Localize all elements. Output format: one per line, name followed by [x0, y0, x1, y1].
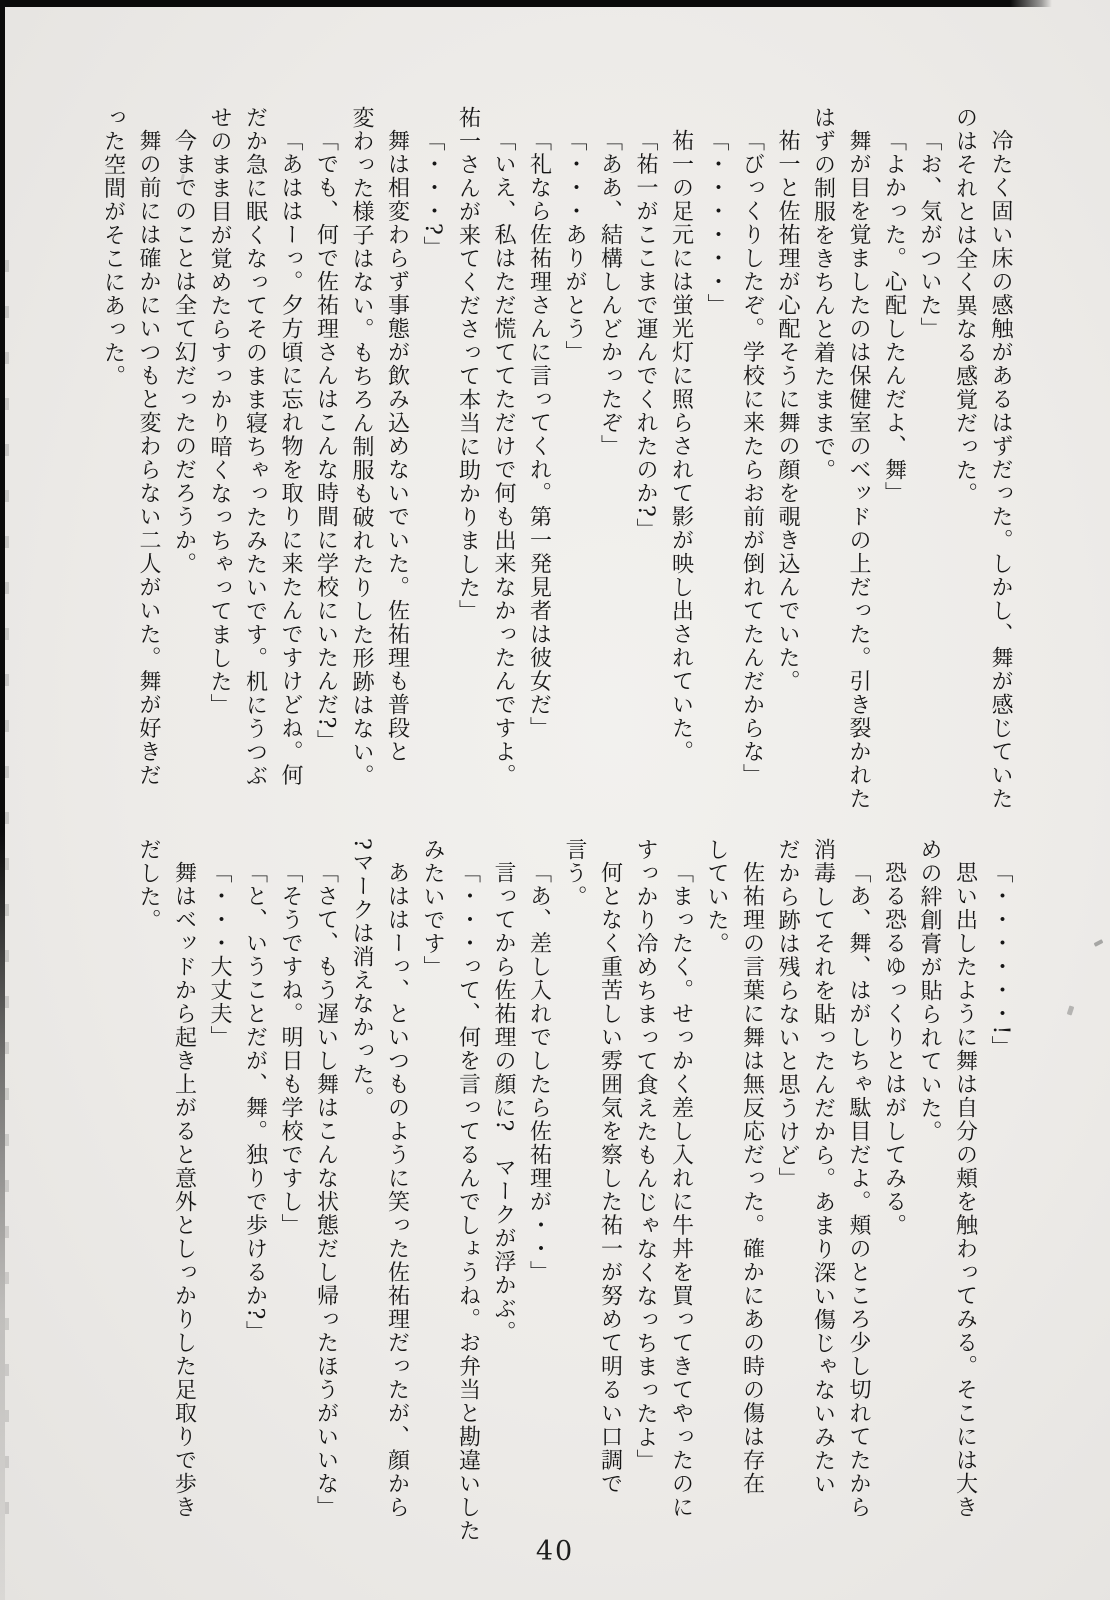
- text-column: みたいです」: [420, 838, 445, 979]
- text-block-bottom: [131, 838, 1019, 1554]
- text-column: 佐祐理の言葉に舞は無反応だった。確かにあの時の傷は存在: [739, 861, 765, 1496]
- text-column: すっかり冷めちまって食えたもんじゃなくなっちまったよ」: [633, 838, 658, 1473]
- text-column: った空間がそこにあった。: [100, 106, 126, 388]
- text-column: 舞が目を覚ましたのは保健室のベッドの上だった。引き裂かれた: [846, 129, 871, 811]
- text-column: だか急に眠くなってそのまま寝ちゃったみたいです。机にうつぶ: [242, 106, 268, 788]
- text-column: 「さて、もう遅いし舞はこんな状態だし帰ったほうがいいな」: [313, 861, 339, 1519]
- text-column: 舞はベッドから起き上がると意外としっかりした足取りで歩き: [171, 861, 197, 1519]
- text-column: 祐一の足元には蛍光灯に照らされて影が映し出されていた。: [668, 129, 694, 764]
- text-column: 消毒してそれを貼ったんだから。あまり深い傷じゃないみたい: [810, 838, 836, 1496]
- text-column: 変わった様子はない。もちろん制服も破れたりした形跡はない。: [349, 106, 374, 788]
- text-column: 今までのことは全て幻だったのだろうか。: [171, 129, 197, 576]
- text-column: 「びっくりしたぞ。学校に来たらお前が倒れてたんだからな」: [739, 129, 765, 787]
- text-column: 「あ、差し入れでしたら佐祐理が・・」: [526, 861, 552, 1284]
- page-number: 40: [535, 1536, 575, 1567]
- text-column: 冷たく固い床の感触があるはずだった。しかし、舞が感じていた: [988, 129, 1013, 811]
- scan-bleed-marks: [5, 260, 9, 1520]
- text-column: はずの制服をきちんと着たままで。: [810, 106, 836, 482]
- text-column: 「いえ、私はただ慌ててただけで何も出来なかったんですよ。: [491, 129, 516, 787]
- text-column: 何となく重苦しい雰囲気を察した祐一が努めて明るい口調で: [597, 861, 623, 1496]
- text-column: 「・・・大丈夫」: [207, 861, 232, 1049]
- text-column: だした。: [136, 838, 161, 932]
- text-block-top: [95, 106, 1018, 822]
- text-column: だから跡は残らないと思うけど」: [775, 838, 800, 1191]
- text-column: 「まったく。せっかく差し入れに牛丼を買ってきてやったのに: [668, 861, 694, 1519]
- text-column: せのまま目が覚めたらすっかり暗くなっちゃってました」: [207, 106, 232, 717]
- text-column: 思い出したように舞は自分の頬を触わってみる。そこには大き: [952, 861, 978, 1519]
- text-column: あははーっ、といつものように笑った佐祐理だったが、顔から: [384, 861, 410, 1519]
- text-column: 「礼なら佐祐理さんに言ってくれ。第一発見者は彼女だ」: [526, 129, 552, 740]
- text-column: 「そうですね。明日も学校ですし」: [278, 861, 303, 1237]
- text-column: 舞は相変わらず事態が飲み込めないでいた。佐祐理も普段と: [384, 129, 410, 764]
- scan-speck: [1067, 1005, 1075, 1015]
- text-column: 「・・・ありがとう」: [562, 129, 587, 364]
- text-column: 言う。: [562, 838, 587, 909]
- text-column: 「・・・?」: [420, 129, 445, 260]
- text-column: 「あ、舞、はがしちゃ駄目だよ。頬のところ少し切れてたから: [846, 861, 871, 1519]
- text-column: 舞の前には確かにいつもと変わらない二人がいた。舞が好きだ: [136, 129, 161, 787]
- text-column: 「でも、何で佐祐理さんはこんな時間に学校にいたんだ?」: [313, 129, 339, 754]
- text-column: 「あははーっ。夕方頃に忘れ物を取りに来たんですけどね。何: [278, 129, 303, 787]
- text-column: 「・・・・・・」: [704, 129, 729, 317]
- text-column: 「よかった。心配したんだよ、舞」: [881, 129, 907, 505]
- text-column: 「ああ、結構しんどかったぞ」: [597, 129, 623, 458]
- text-column: 祐一さんが来てくださって本当に助かりました」: [455, 106, 481, 623]
- text-column: 「お、気がついた」: [917, 129, 942, 341]
- text-column: 「と、いうことだが、舞。独りで歩けるか?」: [242, 861, 268, 1345]
- text-column: 祐一と佐祐理が心配そうに舞の顔を覗き込んでいた。: [775, 129, 800, 693]
- text-column: 恐る恐るゆっくりとはがしてみる。: [881, 861, 907, 1237]
- text-column: 「・・・・・・!」: [988, 861, 1013, 1060]
- scan-edge-top: [0, 0, 1052, 7]
- text-column: 言ってから佐祐理の顔に? マークが浮かぶ。: [491, 861, 516, 1345]
- text-column: 「・・・って、何を言ってるんでしょうね。お弁当と勘違いした: [455, 861, 481, 1543]
- text-column: ?マークは消えなかった。: [349, 838, 374, 1110]
- text-column: のはそれとは全く異なる感覚だった。: [952, 106, 978, 506]
- scan-speck: [1094, 939, 1104, 947]
- text-column: 「祐一がここまで運んでくれたのか?」: [633, 129, 658, 542]
- text-column: していた。: [704, 838, 729, 956]
- text-column: めの絆創膏が貼られていた。: [917, 838, 942, 1144]
